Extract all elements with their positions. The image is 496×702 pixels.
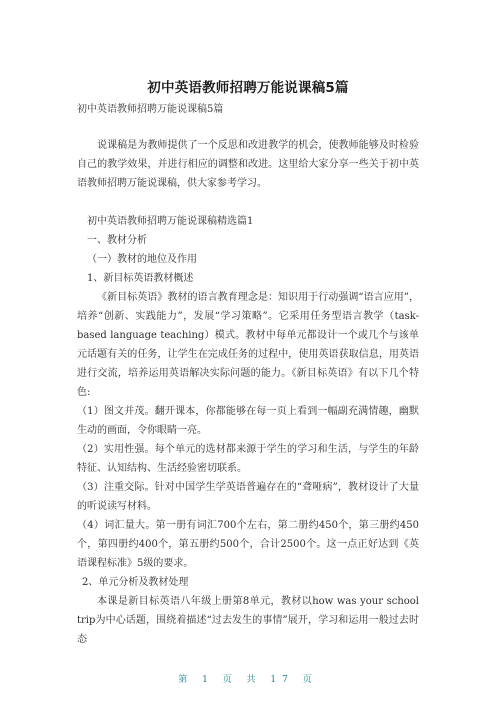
section-title: 初中英语教师招聘万能说课稿精选篇1: [87, 216, 254, 227]
heading-1-1-1: 1、新目标英语教材概述: [87, 273, 194, 284]
feature-item-3: （3）注重交际。针对中国学生学英语普遍存在的“聋哑病”，教材设计了大量的听说读写材料。: [77, 482, 419, 512]
heading-1-1-2: 2、单元分析及教材处理: [82, 577, 189, 588]
page-number: 第 1 页 共 17 页: [178, 675, 318, 685]
paragraph-gap: [77, 193, 419, 212]
feature-item-4: （4）词汇量大。第一册有词汇700个左右，第二册约450个，第三册约450个，第四册约400个，第五册约500个，合计2500个。这一点正好达到《英语课程标准》5级的要求。: [77, 520, 419, 569]
document-body: [77, 136, 419, 649]
feature-item-1: （1）图文并茂。翻开课本，你都能够在每一页上看到一幅副充满情趣，幽默生动的画面，令你眼睛一亮。: [77, 406, 419, 436]
heading-1: 一、教材分析: [87, 235, 147, 246]
overview-paragraph: 《新目标英语》教材的语言教育理念是：知识用于行动强调“语言应用”，培养“创新、实践能力”，发展“学习策略”。它采用任务型语言教学（task-based language teaching）模式。教材中每单元都设计一个或几个与该单元话题有关的任务，让学生在完成任务的过程中，使用英语获取信息，用英语进行交流，培养运用英语解决实际问题的能力。《新目标英语》有以下几个特色:: [77, 292, 419, 398]
document-subtitle: 初中英语教师招聘万能说课稿5篇: [77, 104, 224, 115]
unit-paragraph: 本课是新目标英语八年级上册第8单元，教材以how was your school trip为中心话题，围绕着描述“过去发生的事情”展开，学习和运用一般过去时态: [77, 596, 419, 645]
document-title: 初中英语教师招聘万能说课稿5篇: [147, 80, 349, 96]
intro-paragraph: 说课稿是为教师提供了一个反思和改进教学的机会，使教师能够及时检验自己的教学效果，并进行相应的调整和改进。这里给大家分享一些关于初中英语教师招聘万能说课稿，供大家参考学习。: [77, 140, 419, 189]
heading-1-1: （一）教材的地位及作用: [87, 254, 197, 265]
feature-item-2: （2）实用性强。每个单元的选材都来源于学生的学习和生活，与学生的年龄特征、认知结构、生活经验密切联系。: [77, 444, 419, 474]
